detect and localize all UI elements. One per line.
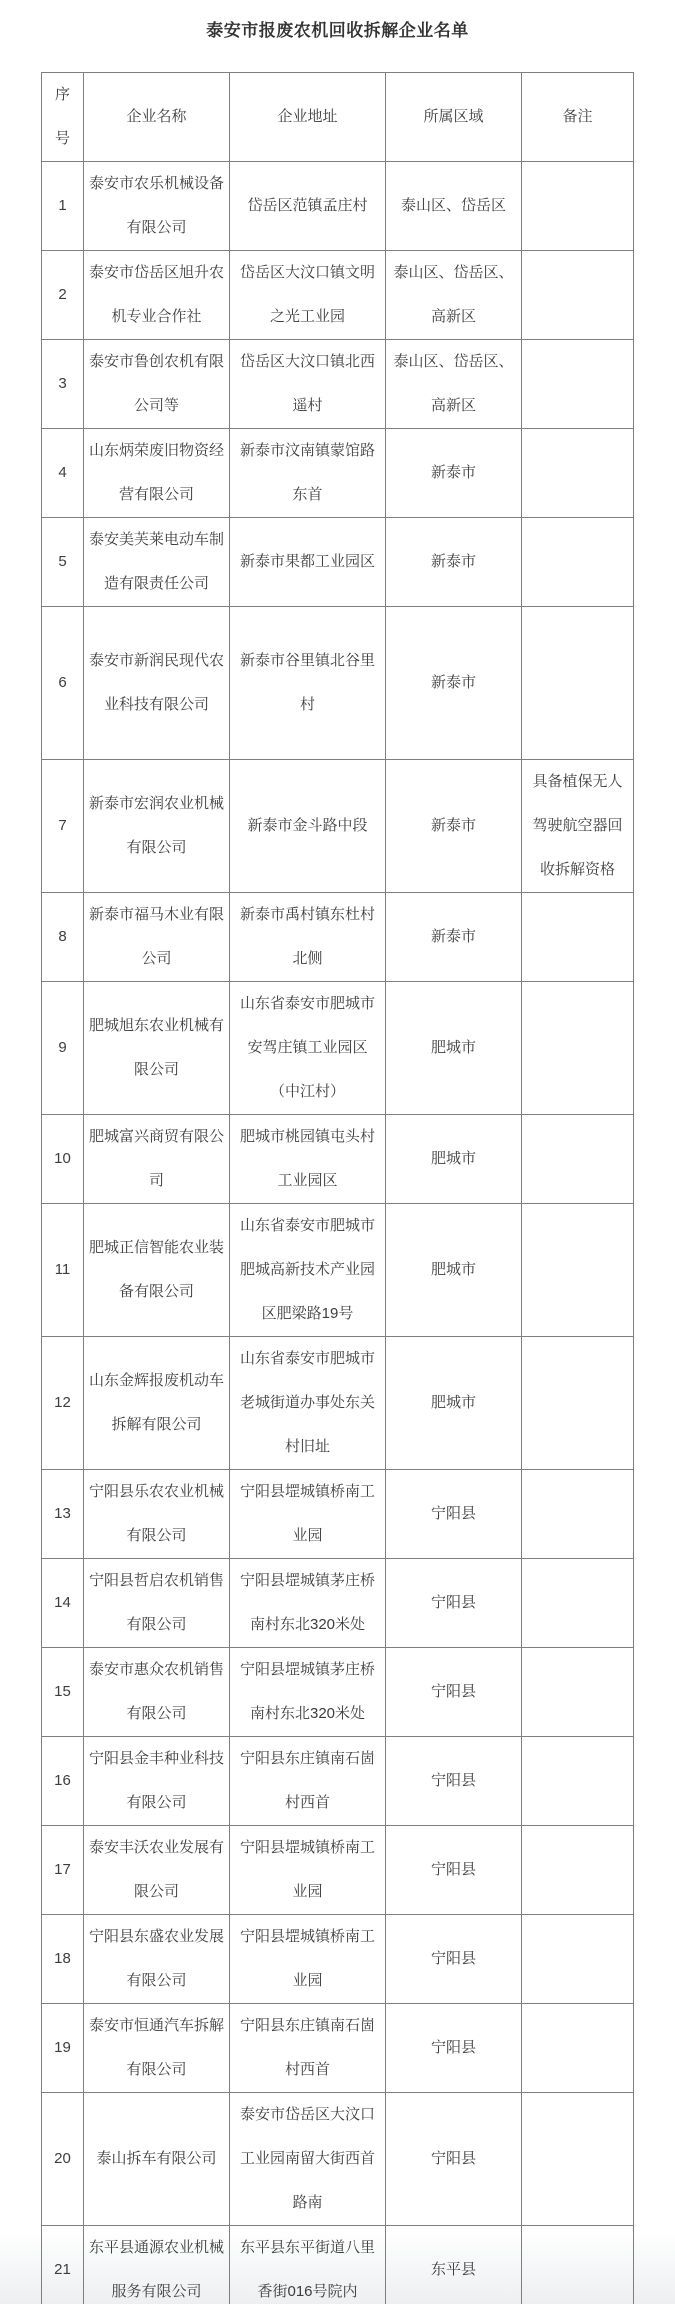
cell-no: 9 — [42, 982, 84, 1115]
cell-remark — [522, 2093, 634, 2226]
cell-address: 泰安市岱岳区大汶口工业园南留大街西首路南 — [230, 2093, 386, 2226]
enterprise-table — [41, 72, 634, 2304]
cell-address: 新泰市谷里镇北谷里村 — [230, 607, 386, 760]
cell-region: 新泰市 — [386, 607, 522, 760]
cell-name: 泰安市惠众农机销售有限公司 — [84, 1648, 230, 1737]
table-row — [42, 1915, 634, 2004]
cell-no: 20 — [42, 2093, 84, 2226]
cell-no: 13 — [42, 1470, 84, 1559]
cell-name: 泰安市鲁创农机有限公司等 — [84, 340, 230, 429]
cell-remark — [522, 1648, 634, 1737]
table-row — [42, 1648, 634, 1737]
cell-name: 泰安市恒通汽车拆解有限公司 — [84, 2004, 230, 2093]
cell-no: 18 — [42, 1915, 84, 2004]
cell-remark — [522, 1337, 634, 1470]
cell-remark — [522, 1204, 634, 1337]
cell-address: 宁阳县堽城镇桥南工业园 — [230, 1470, 386, 1559]
cell-remark — [522, 982, 634, 1115]
cell-no: 21 — [42, 2226, 84, 2304]
table-row — [42, 1337, 634, 1470]
cell-region: 肥城市 — [386, 1204, 522, 1337]
cell-remark — [522, 1826, 634, 1915]
cell-no: 6 — [42, 607, 84, 760]
cell-region: 宁阳县 — [386, 1826, 522, 1915]
cell-name: 泰安美芙莱电动车制造有限责任公司 — [84, 518, 230, 607]
cell-address: 宁阳县堽城镇茅庄桥南村东北320米处 — [230, 1559, 386, 1648]
cell-address: 山东省泰安市肥城市老城街道办事处东关村旧址 — [230, 1337, 386, 1470]
cell-no: 14 — [42, 1559, 84, 1648]
header-label-no: 序号 — [54, 86, 70, 147]
cell-region: 宁阳县 — [386, 1559, 522, 1648]
table-row — [42, 2004, 634, 2093]
cell-no: 10 — [42, 1115, 84, 1204]
cell-region: 东平县 — [386, 2226, 522, 2304]
cell-address: 宁阳县堽城镇桥南工业园 — [230, 1915, 386, 2004]
table-row — [42, 1115, 634, 1204]
cell-name: 肥城富兴商贸有限公司 — [84, 1115, 230, 1204]
table-row — [42, 1737, 634, 1826]
cell-address: 岱岳区范镇孟庄村 — [230, 162, 386, 251]
cell-region: 宁阳县 — [386, 1648, 522, 1737]
cell-no: 7 — [42, 760, 84, 893]
cell-address: 岱岳区大汶口镇北西遥村 — [230, 340, 386, 429]
cell-remark — [522, 1737, 634, 1826]
cell-remark: 具备植保无人驾驶航空器回收拆解资格 — [522, 760, 634, 893]
cell-no: 4 — [42, 429, 84, 518]
table-row — [42, 162, 634, 251]
cell-no: 1 — [42, 162, 84, 251]
cell-name: 山东金辉报废机动车拆解有限公司 — [84, 1337, 230, 1470]
cell-name: 泰山拆车有限公司 — [84, 2093, 230, 2226]
table-row — [42, 2226, 634, 2304]
cell-remark — [522, 340, 634, 429]
table-row — [42, 607, 634, 760]
cell-name: 宁阳县哲启农机销售有限公司 — [84, 1559, 230, 1648]
cell-region: 新泰市 — [386, 760, 522, 893]
cell-region: 宁阳县 — [386, 1470, 522, 1559]
cell-address: 宁阳县东庄镇南石崮村西首 — [230, 2004, 386, 2093]
cell-region: 泰山区、岱岳区 — [386, 162, 522, 251]
cell-region: 新泰市 — [386, 518, 522, 607]
table-row — [42, 340, 634, 429]
cell-region: 宁阳县 — [386, 1737, 522, 1826]
cell-name: 新泰市宏润农业机械有限公司 — [84, 760, 230, 893]
cell-no: 15 — [42, 1648, 84, 1737]
cell-remark — [522, 1559, 634, 1648]
table-row — [42, 1470, 634, 1559]
cell-remark — [522, 607, 634, 760]
cell-remark — [522, 251, 634, 340]
table-row — [42, 760, 634, 893]
header-cell-remark: 备注 — [522, 73, 634, 162]
cell-address: 宁阳县东庄镇南石崮村西首 — [230, 1737, 386, 1826]
cell-region: 肥城市 — [386, 982, 522, 1115]
table-header-row — [42, 73, 634, 162]
cell-address: 山东省泰安市肥城市安驾庄镇工业园区（中江村） — [230, 982, 386, 1115]
cell-remark — [522, 2004, 634, 2093]
cell-remark — [522, 893, 634, 982]
cell-address: 山东省泰安市肥城市肥城高新技术产业园区肥梁路19号 — [230, 1204, 386, 1337]
cell-remark — [522, 518, 634, 607]
cell-no: 8 — [42, 893, 84, 982]
cell-name: 泰安丰沃农业发展有限公司 — [84, 1826, 230, 1915]
cell-no: 2 — [42, 251, 84, 340]
cell-name: 肥城正信智能农业装备有限公司 — [84, 1204, 230, 1337]
table-body — [42, 162, 634, 2304]
cell-remark — [522, 1915, 634, 2004]
cell-name: 山东炳荣废旧物资经营有限公司 — [84, 429, 230, 518]
cell-remark — [522, 1115, 634, 1204]
header-cell-region: 所属区域 — [386, 73, 522, 162]
cell-region: 肥城市 — [386, 1337, 522, 1470]
cell-name: 宁阳县金丰种业科技有限公司 — [84, 1737, 230, 1826]
cell-region: 新泰市 — [386, 893, 522, 982]
cell-name: 泰安市新润民现代农业科技有限公司 — [84, 607, 230, 760]
cell-address: 新泰市汶南镇蒙馆路东首 — [230, 429, 386, 518]
header-cell-no — [42, 73, 84, 162]
table-row — [42, 2093, 634, 2226]
cell-address: 肥城市桃园镇屯头村工业园区 — [230, 1115, 386, 1204]
cell-no: 3 — [42, 340, 84, 429]
cell-no: 11 — [42, 1204, 84, 1337]
cell-region: 泰山区、岱岳区、高新区 — [386, 340, 522, 429]
cell-address: 宁阳县堽城镇桥南工业园 — [230, 1826, 386, 1915]
cell-name: 宁阳县乐农农业机械有限公司 — [84, 1470, 230, 1559]
cell-name: 肥城旭东农业机械有限公司 — [84, 982, 230, 1115]
table-row — [42, 1204, 634, 1337]
header-cell-name: 企业名称 — [84, 73, 230, 162]
cell-no: 5 — [42, 518, 84, 607]
cell-address: 宁阳县堽城镇茅庄桥南村东北320米处 — [230, 1648, 386, 1737]
cell-region: 泰山区、岱岳区、高新区 — [386, 251, 522, 340]
cell-no: 17 — [42, 1826, 84, 1915]
cell-address: 新泰市禹村镇东杜村北侧 — [230, 893, 386, 982]
cell-no: 16 — [42, 1737, 84, 1826]
cell-name: 东平县通源农业机械服务有限公司 — [84, 2226, 230, 2304]
cell-region: 新泰市 — [386, 429, 522, 518]
cell-no: 19 — [42, 2004, 84, 2093]
cell-address: 新泰市果都工业园区 — [230, 518, 386, 607]
table-row — [42, 982, 634, 1115]
cell-remark — [522, 429, 634, 518]
cell-address: 新泰市金斗路中段 — [230, 760, 386, 893]
header-cell-address: 企业地址 — [230, 73, 386, 162]
cell-region: 肥城市 — [386, 1115, 522, 1204]
cell-name: 泰安市农乐机械设备有限公司 — [84, 162, 230, 251]
table-row — [42, 1559, 634, 1648]
table-row — [42, 1826, 634, 1915]
table-row — [42, 518, 634, 607]
table-row — [42, 429, 634, 518]
cell-name: 新泰市福马木业有限公司 — [84, 893, 230, 982]
cell-remark — [522, 1470, 634, 1559]
cell-name: 泰安市岱岳区旭升农机专业合作社 — [84, 251, 230, 340]
page-title: 泰安市报废农机回收拆解企业名单 — [206, 21, 469, 40]
table-row — [42, 251, 634, 340]
cell-region: 宁阳县 — [386, 1915, 522, 2004]
cell-remark — [522, 162, 634, 251]
cell-address: 岱岳区大汶口镇文明之光工业园 — [230, 251, 386, 340]
cell-address: 东平县东平街道八里香街016号院内 — [230, 2226, 386, 2304]
table-row — [42, 893, 634, 982]
cell-name: 宁阳县东盛农业发展有限公司 — [84, 1915, 230, 2004]
cell-region: 宁阳县 — [386, 2004, 522, 2093]
cell-no: 12 — [42, 1337, 84, 1470]
cell-remark — [522, 2226, 634, 2304]
cell-region: 宁阳县 — [386, 2093, 522, 2226]
